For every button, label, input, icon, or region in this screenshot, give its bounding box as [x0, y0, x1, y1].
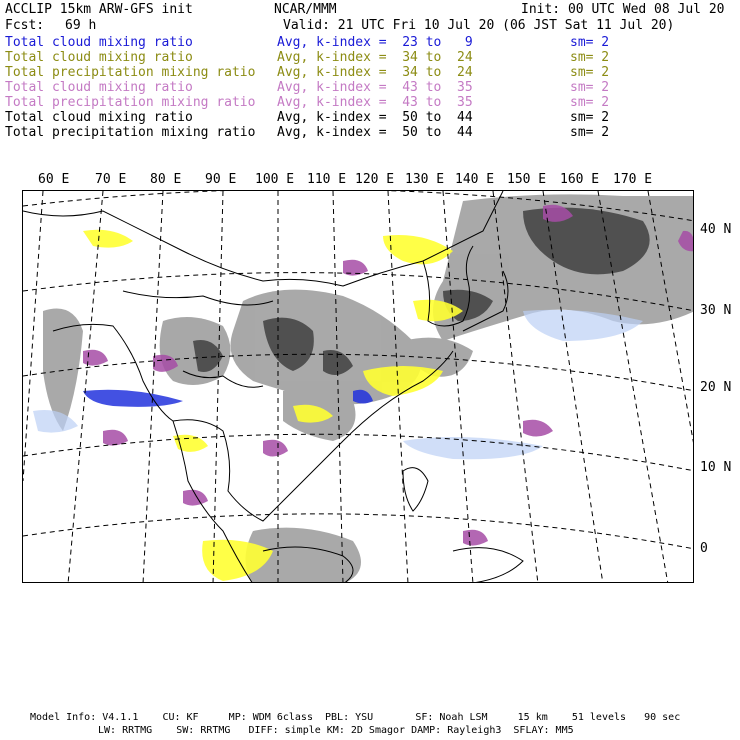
legend-smoothing: sm= 2 — [570, 50, 610, 65]
forecast-hours: 69 h — [65, 18, 97, 33]
model-info-line1: Model Info: V4.1.1 CU: KF MP: WDM 6class PBL: YSU SF: Noah LSM 15 km 51 levels 90 sec — [30, 712, 681, 723]
legend-field-name: Total cloud mixing ratio — [5, 80, 193, 95]
legend-smoothing: sm= 2 — [570, 95, 610, 110]
longitude-label: 150 E — [507, 172, 547, 187]
legend-smoothing: sm= 2 — [570, 80, 610, 95]
model-info-line2: LW: RRTMG SW: RRTMG DIFF: simple KM: 2D Smagor DAMP: Rayleigh3 SFLAY: MM5 — [98, 725, 574, 736]
legend-field-name: Total precipitation mixing ratio — [5, 95, 256, 110]
longitude-label: 100 E — [255, 172, 295, 187]
longitude-label: 140 E — [455, 172, 495, 187]
latitude-label: 10 N — [700, 460, 732, 475]
latitude-label: 0 — [700, 541, 708, 556]
legend-smoothing: sm= 2 — [570, 110, 610, 125]
legend-k-index-range: Avg, k-index = 43 to 35 — [277, 80, 473, 95]
longitude-label: 130 E — [405, 172, 445, 187]
longitude-label: 70 E — [95, 172, 127, 187]
legend-field-name: Total cloud mixing ratio — [5, 50, 193, 65]
legend-k-index-range: Avg, k-index = 34 to 24 — [277, 65, 473, 80]
model-title: ACCLIP 15km ARW-GFS init — [5, 2, 193, 17]
legend-field-name: Total cloud mixing ratio — [5, 110, 193, 125]
map-frame — [22, 190, 694, 583]
organization: NCAR/MMM — [274, 2, 337, 17]
legend-k-index-range: Avg, k-index = 23 to 9 — [277, 35, 473, 50]
legend-field-name: Total precipitation mixing ratio — [5, 65, 256, 80]
legend-k-index-range: Avg, k-index = 43 to 35 — [277, 95, 473, 110]
legend-k-index-range: Avg, k-index = 50 to 44 — [277, 110, 473, 125]
longitude-label: 120 E — [355, 172, 395, 187]
legend-field-name: Total precipitation mixing ratio — [5, 125, 256, 140]
legend-smoothing: sm= 2 — [570, 65, 610, 80]
weather-map — [23, 191, 694, 583]
longitude-label: 160 E — [560, 172, 600, 187]
legend-smoothing: sm= 2 — [570, 125, 610, 140]
longitude-label: 80 E — [150, 172, 182, 187]
longitude-label: 110 E — [307, 172, 347, 187]
forecast-label: Fcst: — [5, 18, 45, 33]
longitude-label: 90 E — [205, 172, 237, 187]
latitude-label: 20 N — [700, 380, 732, 395]
latitude-label: 30 N — [700, 303, 732, 318]
legend-k-index-range: Avg, k-index = 50 to 44 — [277, 125, 473, 140]
legend-field-name: Total cloud mixing ratio — [5, 35, 193, 50]
valid-time: Valid: 21 UTC Fri 10 Jul 20 (06 JST Sat 11 Jul 20) — [283, 18, 675, 33]
longitude-label: 60 E — [38, 172, 70, 187]
legend-k-index-range: Avg, k-index = 34 to 24 — [277, 50, 473, 65]
init-time: Init: 00 UTC Wed 08 Jul 20 — [521, 2, 725, 17]
latitude-label: 40 N — [700, 222, 732, 237]
legend-smoothing: sm= 2 — [570, 35, 610, 50]
longitude-label: 170 E — [613, 172, 653, 187]
